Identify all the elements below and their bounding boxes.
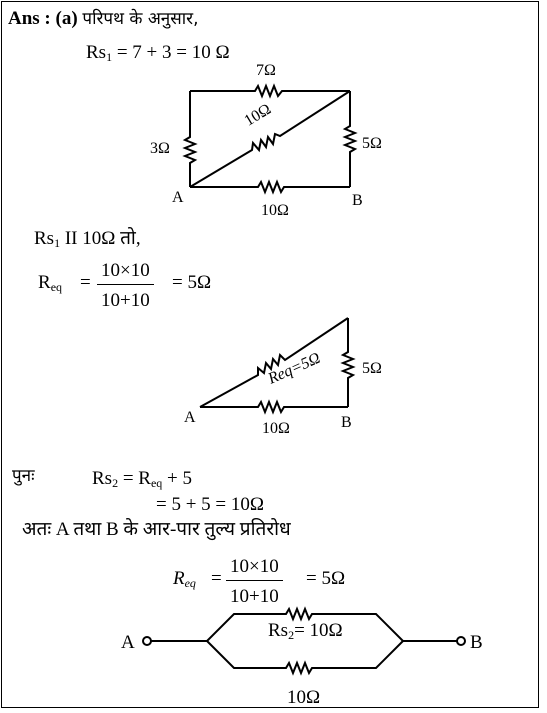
circuit2-bottom-label: 10Ω <box>262 420 290 437</box>
punah-label: पुनः <box>12 466 35 486</box>
circuit2-diagonal-label: Req=5Ω <box>265 349 323 388</box>
parallel-rs-subscript: 1 <box>54 236 61 250</box>
rs2-result-line: = 5 + 5 = 10Ω <box>156 494 265 515</box>
rs1-subscript: 1 <box>106 50 113 64</box>
rs2-symbol: Rs <box>92 468 113 489</box>
req2-equals: = <box>211 568 222 589</box>
circuit2-node-b: B <box>341 414 352 431</box>
circuit1-top-label: 7Ω <box>256 62 276 79</box>
circuit2-node-a: A <box>184 409 196 426</box>
terminal-b <box>457 637 465 645</box>
rs2-subscript: 2 <box>112 476 119 490</box>
req1-result: = 5Ω <box>172 272 212 293</box>
rs2-plus-five: + 5 <box>162 468 193 489</box>
circuit3-lower-branch <box>207 641 403 673</box>
circuit3-lower-label: 10Ω <box>287 687 321 708</box>
intro-text: परिपथ के अनुसार, <box>82 9 199 29</box>
rs2-req-subscript: eq <box>150 476 163 490</box>
req2-result: = 5Ω <box>306 568 346 589</box>
req1-equals: = <box>80 272 91 293</box>
circuit1-node-a: A <box>172 189 184 206</box>
terminal-a <box>143 637 151 645</box>
req1-numerator: 10×10 <box>97 261 154 285</box>
rs2-req: = R <box>118 468 151 489</box>
circuit3-node-b: B <box>470 632 483 653</box>
ans-label: Ans : (a) <box>8 8 78 29</box>
parallel-text: II 10Ω तो, <box>60 228 141 249</box>
rs1-symbol: Rs <box>86 42 107 63</box>
circuit1-diagonal-label: 10Ω <box>241 100 275 130</box>
req1-subscript: eq <box>50 280 63 294</box>
circuit2-right-label: 5Ω <box>362 360 382 377</box>
req2-r: R <box>173 568 185 589</box>
equivalent-resistance-statement: अतः A तथा B के आर-पार तुल्य प्रतिरोध <box>22 519 291 540</box>
circuit1-right-label: 5Ω <box>362 135 382 152</box>
req1-denominator: 10+10 <box>101 290 150 311</box>
circuit3-upper-rs: Rs <box>268 620 289 641</box>
parallel-rs-symbol: Rs <box>34 228 55 249</box>
req2-numerator: 10×10 <box>226 557 283 581</box>
circuit3-upper-label <box>268 621 343 641</box>
req2-subscript: eq <box>184 576 196 590</box>
req1-r: R <box>38 272 51 293</box>
circuit1-bottom-label: 10Ω <box>261 202 289 219</box>
circuit3-upper-subscript: 2 <box>288 628 295 642</box>
circuit3-node-a: A <box>121 632 135 653</box>
circuit1-node-b: B <box>352 192 363 209</box>
circuit1-left-label: 3Ω <box>150 140 170 157</box>
rs1-value: = 7 + 3 = 10 Ω <box>112 42 230 63</box>
req2-denominator: 10+10 <box>230 586 279 607</box>
circuit3-upper-value: = 10Ω <box>294 620 343 641</box>
